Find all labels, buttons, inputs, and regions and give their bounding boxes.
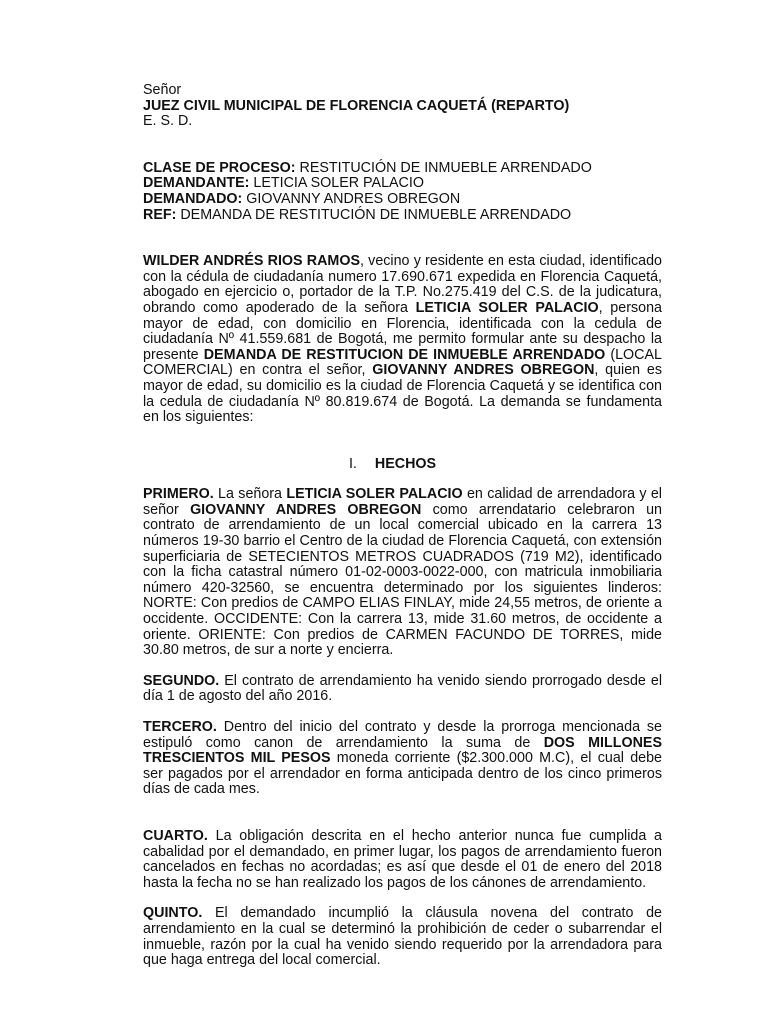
intro-paragraph: WILDER ANDRÉS RIOS RAMOS, vecino y residente en esta ciudad, identificado con la cédula de ciudadanía numero 17.690.671 expedida en Florencia Caquetá, abogado en ejercicio o, portador de la T.P. No.275.419 del C.S. de la judicatura, obrando como apoderado de la señora LETICIA SOLER PALACIO, persona mayor de edad, con domicilio en Florencia, identificada con la cedula de ciudadanía Nº 41.559.681 de Bogotá, me permito formular ante su despacho la presente DEMANDA DE RESTITUCION DE INMUEBLE ARRENDADO (LOCAL COMERCIAL) en contra el señor, GIOVANNY ANDRES OBREGON, quien es mayor de edad, su domicilio es la ciudad de Florencia Caquetá y se identifica con la cedula de ciudadanía Nº 80.819.674 de Bogotá. La demanda se fundamenta en los siguientes: bbox=[143, 253, 662, 426]
salutation: Señor bbox=[143, 82, 182, 98]
defendant: DEMANDADO: GIOVANNY ANDRES OBREGON bbox=[143, 190, 461, 207]
addressee-court: JUEZ CIVIL MUNICIPAL DE FLORENCIA CAQUETÁ (REPARTO) bbox=[143, 97, 570, 114]
addressee-block bbox=[143, 83, 662, 130]
document-body bbox=[143, 83, 662, 984]
plaintiff: DEMANDANTE: LETICIA SOLER PALACIO bbox=[143, 175, 424, 192]
addressee-esd: E. S. D. bbox=[143, 113, 193, 130]
hecho-cuarto: CUARTO. La obligación descrita en el hecho anterior nunca fue cumplida a cabalidad por el demandado, en primer lugar, los pagos de arrendamiento fueron cancelados en fechas no acordadas; es así que desde el 01 de enero del 2018 hasta la fecha no se han realizado los pagos de los cánones de arrendamiento. bbox=[143, 827, 662, 891]
reference: REF: DEMANDA DE RESTITUCIÓN DE INMUEBLE ARRENDADO bbox=[143, 206, 572, 223]
section-heading: I. HECHOS bbox=[348, 455, 437, 472]
case-reference-block bbox=[143, 161, 662, 223]
hecho-primero: PRIMERO. La señora LETICIA SOLER PALACIO en calidad de arrendadora y el señor GIOVANNY ANDRES OBREGON como arrendatario celebraron un contrato de arrendamiento de un local comercial ubicado en la carrera 13 números 19-30 barrio el Centro de la ciudad de Florencia Caquetá, con extensión superficiaria de SETECIENTOS METROS CUADRADOS (719 M2), identificado con la ficha catastral número 01-02-0003-0022-000, con matricula inmobiliaria número 420-32560, se encuentra determinado por los siguientes linderos: NORTE: Con predios de CAMPO ELIAS FINLAY, mide 24,55 metros, de oriente a occidente. OCCIDENTE: Con la carrera 13, mide 31.60 metros, de occidente a oriente. ORIENTE: Con predios de CARMEN FACUNDO DE TORRES, mide 30.80 metros, de sur a norte y encierra. bbox=[143, 486, 662, 659]
hecho-segundo: SEGUNDO. El contrato de arrendamiento ha venido siendo prorrogado desde el día 1 de agosto del año 2016. bbox=[143, 672, 662, 705]
case-type: CLASE DE PROCESO: RESTITUCIÓN DE INMUEBLE ARRENDADO bbox=[143, 159, 592, 176]
hecho-tercero: TERCERO. Dentro del inicio del contrato y desde la prorroga mencionada se estipuló como canon de arrendamiento la suma de DOS MILLONES TRESCIENTOS MIL PESOS moneda corriente ($2.300.000 M.C), el cual debe ser pagados por el arrendador en forma anticipada dentro de los cinco primeros días de cada mes. bbox=[143, 719, 663, 798]
hecho-quinto: QUINTO. El demandado incumplió la cláusula novena del contrato de arrendamiento en la cual se determinó la prohibición de ceder o subarrendar el inmueble, razón por la cual ha venido siendo requerido por la arrendadora para que haga entrega del local comercial. bbox=[143, 905, 662, 969]
